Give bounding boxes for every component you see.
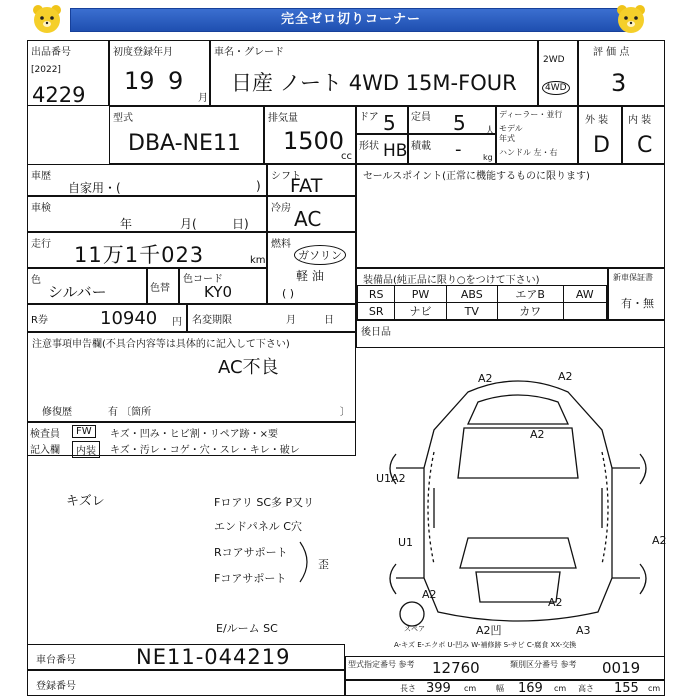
remark-line4: Fコアサポート (214, 572, 287, 585)
color-change-cell: 色替 (147, 268, 179, 304)
shift-cell: シフト FAT (267, 164, 356, 196)
notes-value: AC不良 (218, 357, 279, 378)
equip-blank (563, 303, 606, 320)
chassis-cell: 車台番号 NE11-044219 (27, 644, 345, 670)
fuel-cell: 燃料 ガソリン 軽 油 ( ) (267, 232, 356, 304)
banner-title: 完全ゼロ切りコーナー (70, 8, 632, 32)
type-number-cell: 型式指定番号 参考 12760 類別区分番号 参考 0019 (345, 656, 665, 680)
equip-rs: RS (358, 286, 395, 303)
damage-mark: A2 (548, 596, 563, 609)
rating-score: 3 (611, 69, 627, 97)
dealer-cell: ディーラー・並行 モデル 年式 ハンドル 左・右 (496, 106, 578, 164)
notes-cell: 注意事項申告欄(不具合内容等は具体的に記入して下さい) AC不良 修復歴 有 〔箇所 〕 (27, 332, 356, 422)
equip-pw: PW (395, 286, 446, 303)
damage-mark: A2 (530, 428, 545, 441)
car-name: 日産 ノート 4WD 15M-FOUR (231, 71, 517, 95)
header-banner (0, 0, 700, 38)
rear-items-cell: 後日品 (356, 320, 665, 348)
model-cell: 型式 DBA-NE11 (109, 106, 264, 164)
lot-number-cell: 出品番号 [2022] 4229 (27, 40, 109, 106)
car-name-cell: 車名・グレード 日産 ノート 4WD 15M-FOUR (210, 40, 538, 106)
sales-point-cell: セールスポイント(正常に機能するものに限ります) (356, 164, 665, 268)
remark-line3: Rコアサポート (214, 546, 288, 559)
equip-abs: ABS (446, 286, 497, 303)
color-cell: 色 シルバー (27, 268, 147, 304)
car-damage-diagram (372, 368, 664, 636)
capacity-cell: 定員 5 人 (408, 106, 496, 134)
equip-airbag: エアB (497, 286, 563, 303)
interior-grade-cell: 内 装 C (622, 106, 665, 164)
registration-cell: 登録番号 (27, 670, 345, 696)
damage-legend: A-キズ E-エクボ U-凹み W-補修跡 S-サビ C-腐食 XX-交換 (394, 641, 577, 649)
recycle-cell: R券 10940 円 (27, 304, 187, 332)
bear-mascot-icon (614, 2, 648, 36)
name-change-cell: 名変期限 月 日 (187, 304, 356, 332)
bracket-mark (298, 540, 318, 584)
displacement-cell: 排気量 1500 cc (264, 106, 356, 164)
dimensions-cell: 長さ 399 cm 幅 169 cm 高さ 155 cm (345, 680, 665, 696)
drive-type-cell: 2WD 4WD (538, 40, 578, 106)
remark-line2: エンドパネル C穴 (214, 520, 302, 533)
damage-mark: A2凹 (476, 624, 502, 637)
equip-leather: カワ (497, 303, 563, 320)
damage-mark: A2 (422, 588, 437, 601)
mileage-cell: 走行 11万1千023 km (27, 232, 267, 268)
damage-mark: A3 (576, 624, 591, 637)
exterior-grade-cell: 外 装 D (578, 106, 622, 164)
color-code-cell: 色コード KY0 (179, 268, 267, 304)
history-cell: 車歴 自家用・( ) (27, 164, 267, 196)
equip-aw: AW (563, 286, 606, 303)
lot-number: 4229 (32, 83, 86, 107)
remark-line1: Fロアリ SC多 P又リ (214, 496, 315, 509)
chassis-number: NE11-044219 (136, 645, 291, 669)
remark-line5: E/ルーム SC (216, 622, 278, 635)
doors-cell: ドア 5 (356, 106, 408, 134)
damage-mark: A2 (558, 370, 573, 383)
bear-mascot-icon (30, 2, 64, 36)
damage-mark: U1 (398, 536, 414, 549)
equipment-table (357, 285, 607, 320)
spare-tire-label: スペア (404, 625, 425, 633)
inspection-cell: 車検 年 月( 日) (27, 196, 267, 232)
first-registration-cell: 初度登録年月 19 9 月 (109, 40, 210, 106)
equip-tv: TV (446, 303, 497, 320)
damage-mark: A2 (478, 372, 493, 385)
shape-cell: 形状 HB (356, 134, 408, 164)
remark-left: キズレ (66, 494, 105, 509)
rating-cell: 評 価 点 3 (578, 40, 665, 106)
model-code: DBA-NE11 (128, 131, 241, 156)
mileage-value: 11万1千023 (74, 243, 205, 267)
inspector-cell: 検査員 記入欄 FW キズ・凹み・ヒビ割・リペア跡・×要 内装 キズ・汚レ・コゲ・穴・スレ・キレ・破レ (27, 422, 356, 456)
equip-sr: SR (358, 303, 395, 320)
remark-side: 歪 (318, 558, 329, 571)
damage-mark: A2 (652, 534, 667, 547)
warranty-cell: 新車保証書 有・無 (608, 268, 665, 320)
equip-navi: ナビ (395, 303, 446, 320)
ac-cell: 冷房 AC (267, 196, 356, 232)
load-cell: 積載 - kg (408, 134, 496, 164)
damage-mark: U1A2 (376, 472, 406, 485)
equipment-cell: 装備品(純正品に限り○をつけて下さい) (356, 268, 608, 320)
